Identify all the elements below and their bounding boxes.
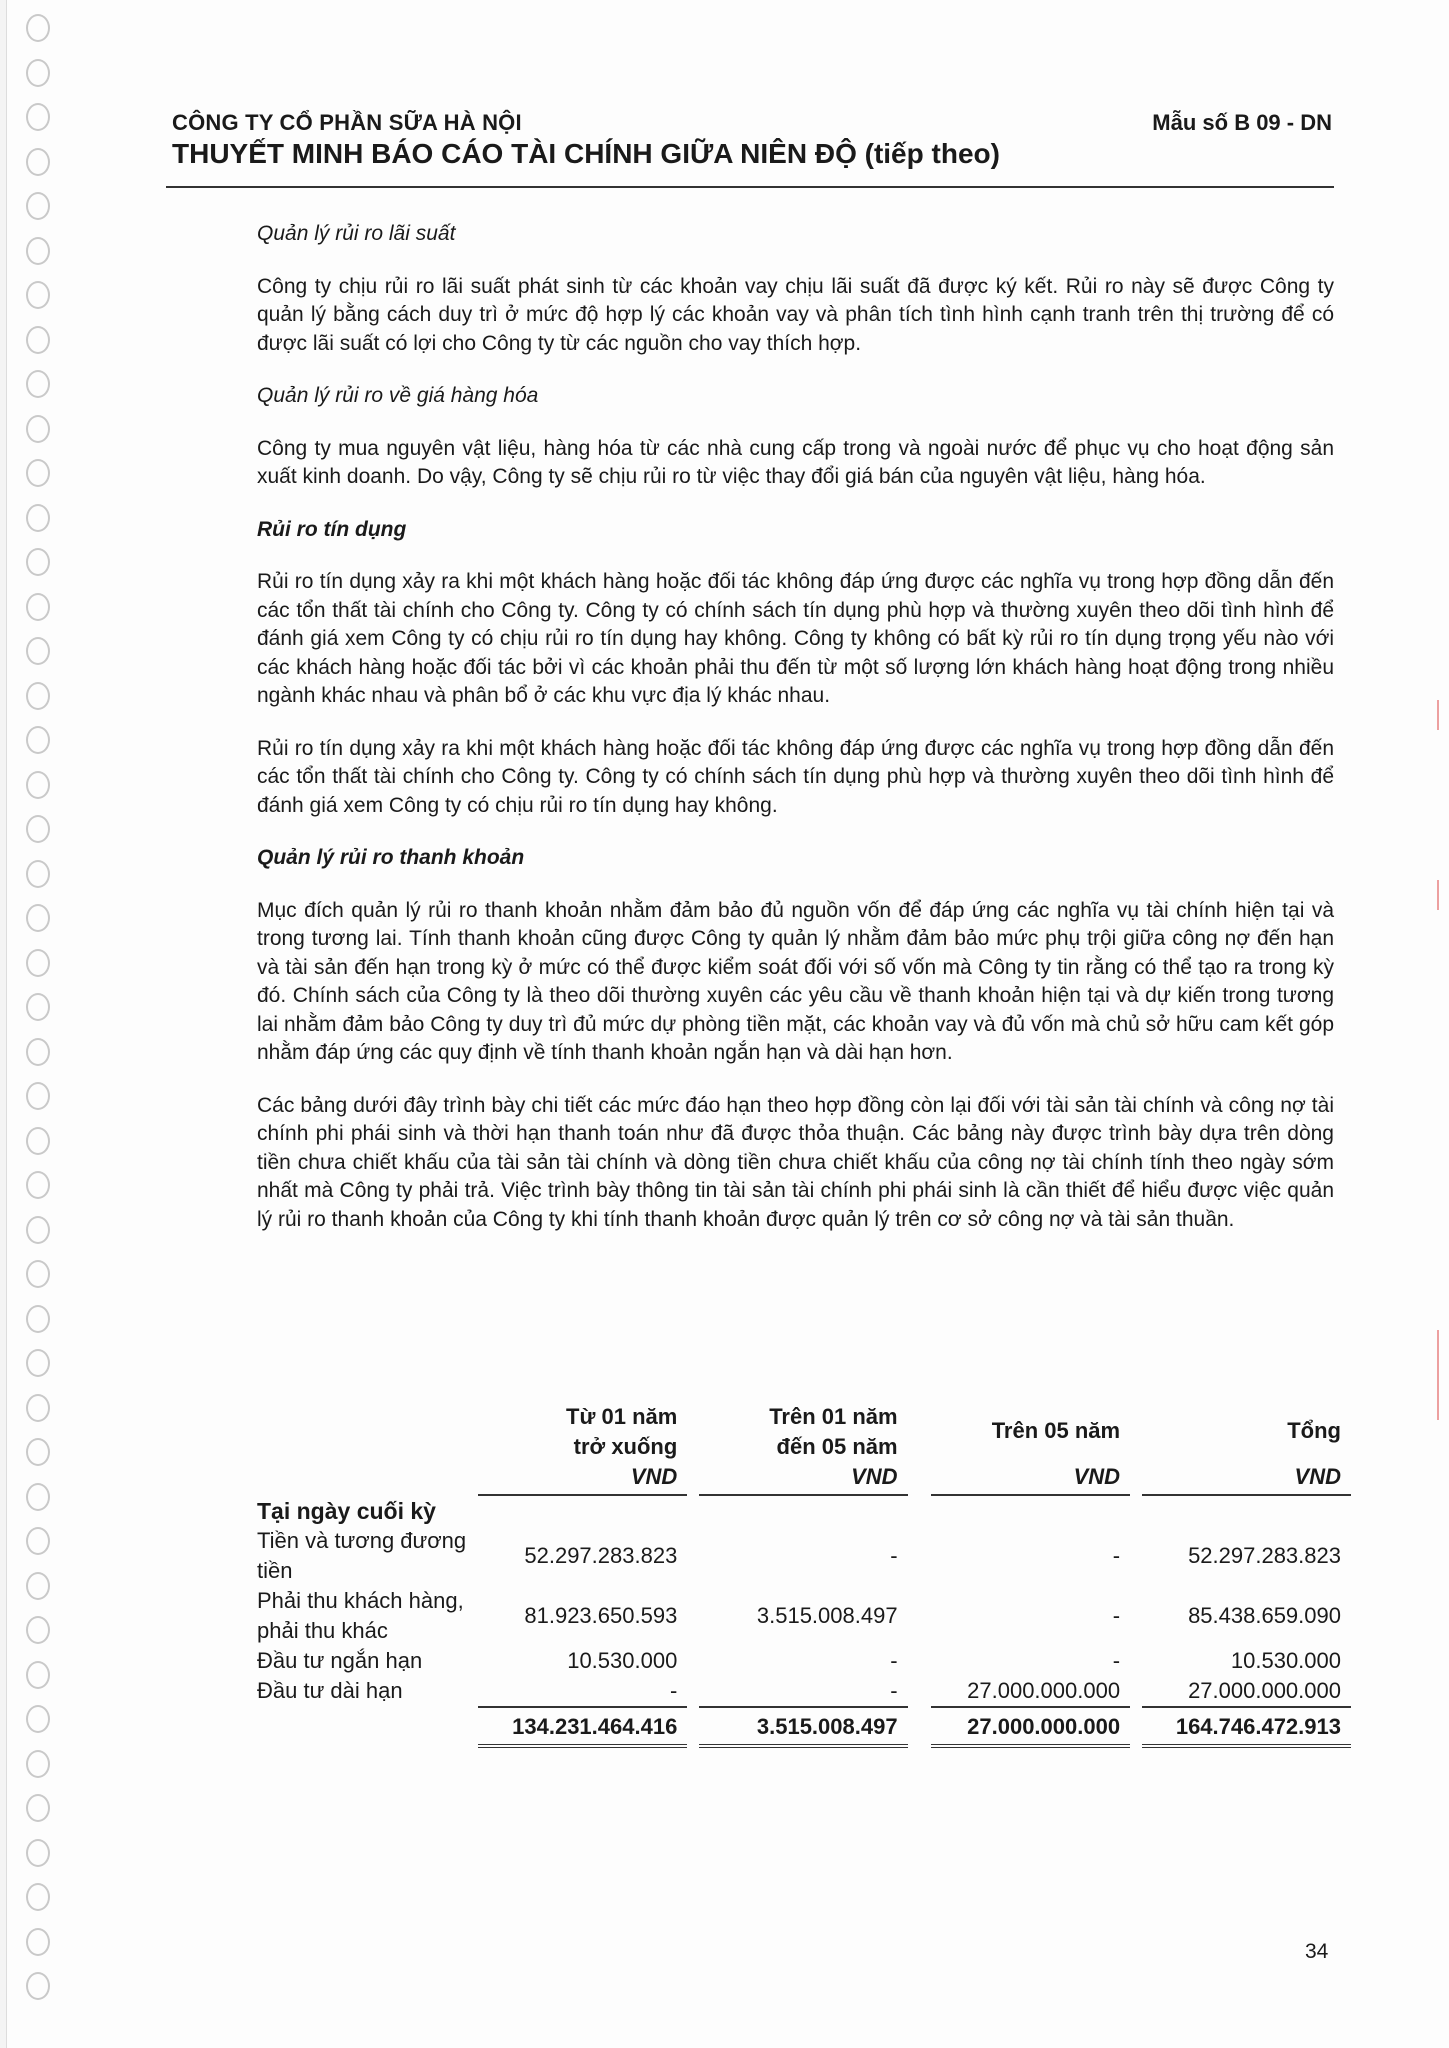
punch-hole-icon [26,1661,50,1689]
punch-hole-icon [26,1127,50,1155]
section-heading: Quản lý rủi ro về giá hàng hóa [257,384,539,407]
table-section-row [257,1496,1351,1526]
total-value: 27.000.000.000 [931,1706,1130,1748]
punch-hole-icon [26,1349,50,1377]
company-name: CÔNG TY CỔ PHẦN SỮA HÀ NỘI [172,110,522,135]
punch-hole-icon [26,148,50,176]
cell-value: 52.297.283.823 [1188,1543,1341,1568]
column-header-line: đến 05 năm [776,1434,898,1459]
column-header [478,1402,687,1496]
punch-hole-icon [26,1216,50,1244]
section-commodity-price [257,382,1334,492]
cell-value: 81.923.650.593 [524,1603,678,1628]
punch-hole-icon [26,726,50,754]
punch-hole-icon [26,370,50,398]
punch-hole-icon [26,103,50,131]
punch-hole-icon [26,1527,50,1555]
cell-value: - [1112,1543,1121,1568]
table-total-row [257,1706,1351,1748]
cell-value: 52.297.283.823 [524,1543,678,1568]
column-header-line: trở xuống [573,1434,678,1459]
punch-hole-icon [26,1883,50,1911]
cell-value: 3.515.008.497 [756,1603,898,1628]
page-header [172,110,1332,170]
margin-mark [1437,880,1439,910]
section-liquidity-risk [257,844,1334,1234]
punch-hole-icon [26,14,50,42]
punch-hole-icon [26,1616,50,1644]
punch-hole-icon [26,548,50,576]
section-credit-risk [257,516,1334,821]
cell-value: 10.530.000 [567,1648,678,1673]
paragraph: Mục đích quản lý rủi ro thanh khoản nhằm đảm bảo đủ nguồn vốn để đáp ứng các nghĩa vụ tài chính hiện tại và trong tương lai. Tính thanh khoản cũng được Công ty quản lý nhằm đảm bảo mức phụ trội giữa công nợ đến hạn và tài sản đến hạn trong kỳ ở mức có thể được kiểm soát đối với số vốn mà Công ty tin rằng có thể tạo ra trong kỳ đó. Chính sách của Công ty là theo dõi thường xuyên các yêu cầu về thanh khoản hiện tại và dự kiến trong tương lai nhằm đảm bảo Công ty duy trì đủ mức dự phòng tiền mặt, các khoản vay và đủ vốn mà chủ sở hữu cam kết góp nhằm đáp ứng các quy định về tính thanh khoản ngắn hạn và dài hạn hơn. [257,898,1334,1064]
section-heading: Rủi ro tín dụng [257,517,407,541]
punch-hole-icon [26,1794,50,1822]
cell-value: - [890,1648,898,1673]
punch-holes [26,14,56,2017]
punch-hole-icon [26,1705,50,1733]
row-label: Đầu tư dài hạn [257,1678,403,1703]
column-header-line: Tổng [1287,1418,1341,1443]
punch-hole-icon [26,682,50,710]
column-header-line: Trên 01 năm [769,1404,898,1429]
punch-hole-icon [26,1572,50,1600]
cell-value: - [1112,1648,1121,1673]
table-row [257,1646,1351,1676]
punch-hole-icon [26,771,50,799]
paragraph: Công ty mua nguyên vật liệu, hàng hóa từ các nhà cung cấp trong và ngoài nước để phục vụ cho hoạt động sản xuất kinh doanh. Do vậy, Công ty sẽ chịu rủi ro từ việc thay đổi giá bán của nguyên vật liệu, hàng hóa. [257,436,1334,488]
column-header [931,1402,1130,1496]
table-row [257,1676,1351,1706]
cell-value: - [890,1543,898,1568]
paragraph: Rủi ro tín dụng xảy ra khi một khách hàng hoặc đối tác không đáp ứng được các nghĩa vụ trong hợp đồng dẫn đến các tổn thất tài chính cho Công ty. Công ty có chính sách tín dụng phù hợp và thường xuyên theo dõi tình hình để đánh giá xem Công ty có chịu rủi ro tín dụng hay không. [257,736,1334,817]
punch-hole-icon [26,815,50,843]
punch-hole-icon [26,281,50,309]
punch-hole-icon [26,1438,50,1466]
paragraph: Rủi ro tín dụng xảy ra khi một khách hàng hoặc đối tác không đáp ứng được các nghĩa vụ trong hợp đồng dẫn đến các tổn thất tài chính cho Công ty. Công ty có chính sách tín dụng phù hợp và thường xuyên theo dõi tình hình để đánh giá xem Công ty có chịu rủi ro tín dụng hay không. Công ty không có bất kỳ rủi ro tín dụng trọng yếu nào với các khách hàng hoặc đối tác bởi vì các khoản phải thu đến từ một số lượng lớn khách hàng hoạt động trong nhiều ngành khác nhau và phân bổ ở các khu vực địa lý khác nhau. [257,570,1334,707]
punch-hole-icon [26,1928,50,1956]
cell-value: - [669,1678,678,1703]
binding-strip [0,0,7,2048]
punch-hole-icon [26,1305,50,1333]
total-value: 134.231.464.416 [478,1706,687,1748]
table-row [257,1526,1351,1586]
punch-hole-icon [26,593,50,621]
margin-mark [1437,700,1439,730]
table-section-label: Tại ngày cuối kỳ [257,1498,436,1524]
section-interest-rate [257,220,1334,358]
section-heading: Quản lý rủi ro thanh khoản [257,846,525,869]
punch-hole-icon [26,504,50,532]
label-column-header [257,1402,478,1496]
column-unit: VND [630,1464,678,1489]
column-unit: VND [851,1464,898,1489]
punch-hole-icon [26,237,50,265]
column-unit: VND [1294,1464,1341,1489]
form-number: Mẫu số B 09 - DN [1152,110,1332,135]
cell-value: 27.000.000.000 [967,1678,1121,1703]
header-rule [166,186,1334,188]
punch-hole-icon [26,1260,50,1288]
table-row [257,1586,1351,1646]
punch-hole-icon [26,1839,50,1867]
punch-hole-icon [26,949,50,977]
punch-hole-icon [26,1483,50,1511]
table-header-row [257,1402,1351,1496]
column-header-line: Từ 01 năm [566,1404,678,1429]
punch-hole-icon [26,459,50,487]
column-header-line: Trên 05 năm [991,1418,1121,1443]
maturity-table [257,1402,1351,1748]
cell-value: 27.000.000.000 [1188,1678,1341,1703]
page-number: 34 [1305,1940,1329,1963]
row-label: Đầu tư ngắn hạn [257,1648,423,1673]
punch-hole-icon [26,1171,50,1199]
punch-hole-icon [26,904,50,932]
punch-hole-icon [26,415,50,443]
section-heading: Quản lý rủi ro lãi suất [257,222,456,245]
punch-hole-icon [26,1972,50,2000]
paragraph: Các bảng dưới đây trình bày chi tiết các mức đáo hạn theo hợp đồng còn lại đối với tài sản tài chính và công nợ tài chính phi phái sinh và thời hạn thanh toán như đã được thỏa thuận. Các bảng này được trình bày dựa trên dòng tiền chưa chiết khấu của tài sản tài chính và dòng tiền chưa chiết khấu của công nợ tài chính tính theo ngày sớm nhất mà Công ty phải trả. Việc trình bày thông tin tài sản tài chính phi phái sinh là cần thiết để hiểu được việc quản lý rủi ro thanh khoản của Công ty khi tính thanh khoản được quản lý trên cơ sở công nợ và tài sản thuần. [257,1093,1334,1231]
cell-value: - [1112,1603,1121,1628]
column-header [699,1402,908,1496]
total-value: 164.746.472.913 [1142,1706,1351,1748]
row-label: Phải thu khách hàng, phải thu khác [257,1588,464,1643]
body-content [257,220,1334,1258]
punch-hole-icon [26,993,50,1021]
cell-value: 10.530.000 [1230,1648,1341,1673]
punch-hole-icon [26,1038,50,1066]
total-value: 3.515.008.497 [699,1706,908,1748]
paragraph: Công ty chịu rủi ro lãi suất phát sinh từ các khoản vay chịu lãi suất đã được ký kết. Rủi ro này sẽ được Công ty quản lý bằng cách duy trì ở mức độ hợp lý các khoản vay và phân tích tình hình cạnh tranh trên thị trường để có được lãi suất có lợi cho Công ty từ các nguồn cho vay thích hợp. [257,274,1334,355]
punch-hole-icon [26,1082,50,1110]
punch-hole-icon [26,326,50,354]
row-label: Tiền và tương đương tiền [257,1528,467,1583]
cell-value: - [890,1678,898,1703]
punch-hole-icon [26,1394,50,1422]
punch-hole-icon [26,192,50,220]
column-unit: VND [1073,1464,1121,1489]
margin-mark [1437,1330,1439,1420]
punch-hole-icon [26,59,50,87]
punch-hole-icon [26,1750,50,1778]
punch-hole-icon [26,860,50,888]
column-header [1142,1402,1351,1496]
punch-hole-icon [26,637,50,665]
document-title: THUYẾT MINH BÁO CÁO TÀI CHÍNH GIỮA NIÊN ĐỘ (tiếp theo) [172,138,1000,169]
cell-value: 85.438.659.090 [1188,1603,1341,1628]
